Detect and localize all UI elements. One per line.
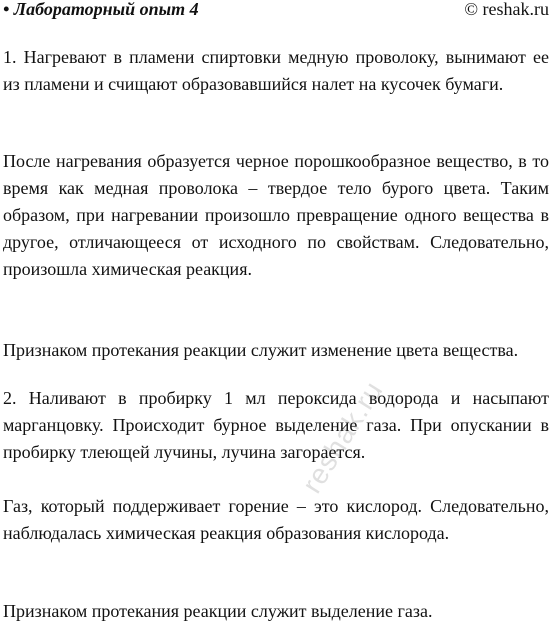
paragraph-experiment-1: 1. Нагревают в пламени спиртовки медную проволоку, вынимают ее из пламени и счищают образовавшийся налет на кусочек бумаги. [3,47,549,94]
paragraph-conclusion-2: Признаком протекания реакции служит выделение газа. [3,601,433,621]
paragraph-conclusion-1: Признаком протекания реакции служит изменение цвета вещества. [3,340,519,360]
watermark-text: reshak.ru [296,375,389,499]
page-header [3,0,549,20]
paragraph-experiment-2: 2. Наливают в пробирку 1 мл пероксида водорода и насыпают марганцовку. Происходит бурное выделение газа. При опускании в пробирку тлеющей лучины, лучина загорается. [3,388,549,462]
section-title: • Лабораторный опыт 4 [3,0,199,19]
source-copyright: © reshak.ru [464,0,549,19]
paragraph-observation-1: После нагревания образуется черное порошкообразное вещество, в то время как медная проволока – твердое тело бурого цвета. Таким образом, при нагревании произошло превращение одного вещества в другое, отличающееся от исходного по свойствам. Следовательно, произошла химическая реакция. [3,151,549,279]
paragraph-observation-2: Газ, который поддерживает горение – это кислород. Следовательно, наблюдалась химическая реакция образования кислорода. [3,496,549,543]
